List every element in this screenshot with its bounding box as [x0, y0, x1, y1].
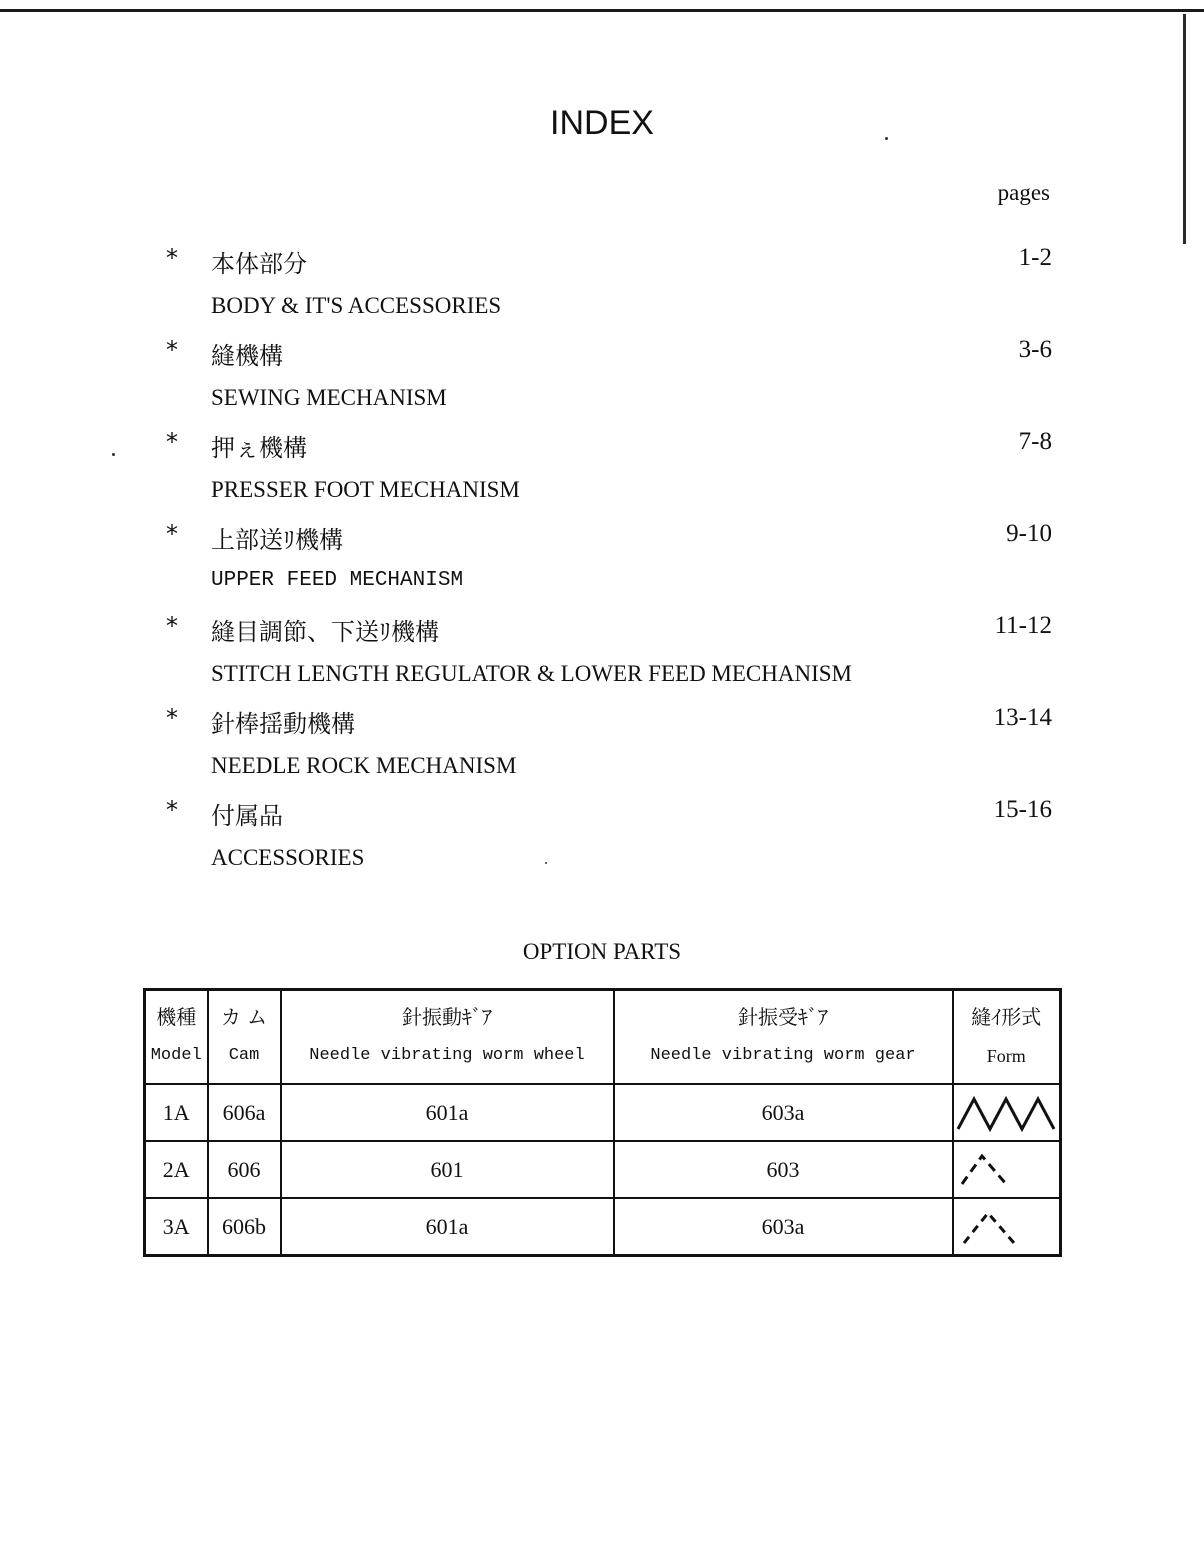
entry-bullet: * [166, 796, 178, 824]
entry-pages: 13-14 [993, 704, 1052, 731]
page-title: INDEX [550, 104, 654, 142]
entry-title-en: STITCH LENGTH REGULATOR & LOWER FEED MECHANISM [211, 661, 853, 686]
entry-title-en: NEEDLE ROCK MECHANISM [211, 753, 517, 778]
header-form [953, 990, 1061, 1085]
header-worm-gear [614, 990, 953, 1085]
cell-model: 1A [145, 1084, 208, 1141]
header-worm-wheel [281, 990, 614, 1085]
entry-title-jp: 押ぇ機構 [211, 434, 307, 462]
header-cam [208, 990, 281, 1085]
header-model [145, 990, 208, 1085]
option-parts-title: OPTION PARTS [522, 939, 682, 964]
index-entry [0, 244, 1204, 336]
entry-title-en: PRESSER FOOT MECHANISM [211, 477, 520, 502]
cell-form [953, 1084, 1061, 1141]
entry-pages: 9-10 [1006, 520, 1052, 547]
cell-worm-gear: 603a [614, 1198, 953, 1256]
cell-cam: 606a [208, 1084, 281, 1141]
entry-pages: 3-6 [1018, 336, 1052, 363]
header-cam-jp: カ ム [220, 1005, 268, 1029]
entry-bullet: * [166, 520, 178, 548]
option-parts-table [143, 988, 1062, 1257]
dashed-single-peak-icon [956, 1150, 1056, 1190]
scan-edge-top [0, 9, 1204, 12]
zigzag-triple-peak-icon [956, 1093, 1056, 1133]
table-row [145, 1141, 1061, 1198]
cell-worm-wheel: 601 [281, 1141, 614, 1198]
cell-worm-wheel: 601a [281, 1084, 614, 1141]
cell-worm-gear: 603a [614, 1084, 953, 1141]
header-worm-wheel-jp: 針振動ｷﾞｱ [402, 1005, 492, 1029]
header-model-en: Model [150, 1046, 202, 1065]
cell-cam: 606 [208, 1141, 281, 1198]
entry-pages: 11-12 [994, 612, 1052, 639]
cell-form [953, 1141, 1061, 1198]
header-model-jp: 機種 [156, 1005, 197, 1029]
index-entry [0, 612, 1204, 704]
entry-title-en: UPPER FEED MECHANISM [211, 569, 464, 592]
table-row [145, 1084, 1061, 1141]
entry-bullet: * [166, 244, 178, 272]
index-entry [0, 520, 1204, 612]
entry-title-jp: 本体部分 [211, 250, 307, 278]
table-row [145, 1198, 1061, 1256]
entry-title-en: ACCESSORIES [211, 845, 365, 870]
index-entry [0, 796, 1204, 888]
header-worm-gear-en: Needle vibrating worm gear [650, 1046, 916, 1065]
entry-title-jp: 上部送ﾘ機構 [211, 526, 343, 554]
index-entry [0, 428, 1204, 520]
entry-bullet: * [166, 704, 178, 732]
entry-pages: 1-2 [1018, 244, 1052, 271]
index-entry [0, 704, 1204, 796]
pages-column-header: pages [997, 180, 1050, 205]
cell-worm-gear: 603 [614, 1141, 953, 1198]
header-worm-gear-jp: 針振受ｷﾞｱ [738, 1005, 828, 1029]
entry-title-jp: 縫目調節、下送ﾘ機構 [211, 618, 439, 646]
header-worm-wheel-en: Needle vibrating worm wheel [309, 1046, 585, 1065]
entry-title-en: BODY & IT'S ACCESSORIES [211, 293, 502, 318]
entry-title-jp: 針棒揺動機構 [211, 710, 355, 738]
entry-title-jp: 縫機構 [211, 342, 283, 370]
index-entry [0, 336, 1204, 428]
entry-bullet: * [166, 336, 178, 364]
table-header-row [145, 990, 1061, 1085]
dashed-single-peak-icon [956, 1207, 1056, 1247]
cell-form [953, 1198, 1061, 1256]
cell-model: 2A [145, 1141, 208, 1198]
entry-bullet: * [166, 612, 178, 640]
cell-model: 3A [145, 1198, 208, 1256]
entry-pages: 15-16 [993, 796, 1052, 823]
entry-title-en: SEWING MECHANISM [211, 385, 447, 410]
entry-bullet: * [166, 428, 178, 456]
header-form-en: Form [986, 1046, 1026, 1066]
cell-worm-wheel: 601a [281, 1198, 614, 1256]
header-cam-en: Cam [228, 1046, 260, 1065]
entry-title-jp: 付属品 [211, 802, 283, 830]
entry-pages: 7-8 [1018, 428, 1052, 455]
header-form-jp: 縫ｲ形式 [971, 1005, 1042, 1029]
cell-cam: 606b [208, 1198, 281, 1256]
